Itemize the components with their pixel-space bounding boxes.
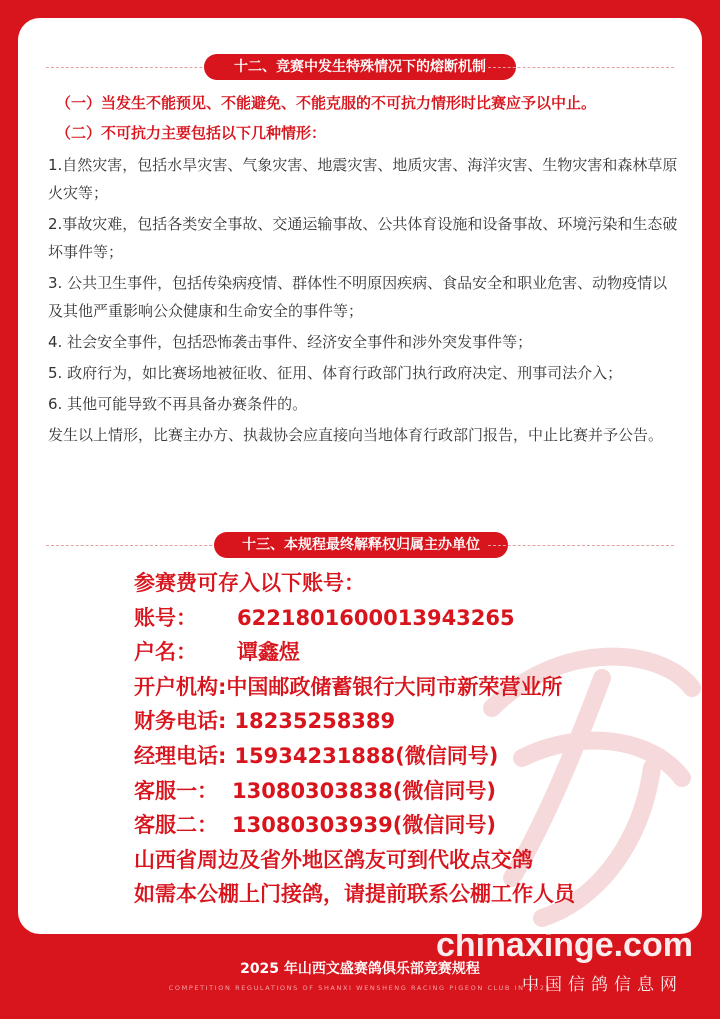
section-13-title: 十三、本规程最终解释权归属主办单位: [214, 532, 508, 558]
service-1-label: 客服一：: [134, 778, 218, 803]
list-item: 6. 其他可能导致不再具备办赛条件的。: [48, 395, 308, 413]
manager-phone-row: [134, 739, 575, 774]
name-row: [134, 635, 575, 670]
list-item: 3. 公共卫生事件，包括传染病疫情、群体性不明原因疾病、食品安全和职业危害、动物疫情以及其他严重影响公众健康和生命安全的事件等；: [48, 274, 668, 320]
service-2-row: [134, 808, 575, 843]
divider-right: [488, 67, 674, 68]
content-card: [18, 18, 702, 934]
account-value: 6221801600013943265: [237, 605, 515, 630]
section-12-header: [18, 54, 702, 82]
divider-right: [488, 545, 674, 546]
account-row: [134, 601, 575, 636]
bank-value: 中国邮政储蓄银行大同市新荣营业所: [226, 674, 563, 699]
door-pickup-note: 如需本公棚上门接鸽，请提前联系公棚工作人员: [134, 882, 575, 907]
list-item: 1.自然灾害，包括水旱灾害、气象灾害、地震灾害、地质灾害、海洋灾害、生物灾害和森林草原火灾等；: [48, 156, 678, 202]
service-2-value: 13080303939(微信同号): [232, 813, 496, 838]
finance-phone-value: 18235258389: [234, 709, 396, 734]
finance-phone-label: 财务电话:: [134, 709, 227, 734]
payment-heading: 参赛费可存入以下账号：: [134, 571, 365, 595]
account-label: 账号：: [134, 605, 197, 630]
bank-label: 开户机构:: [134, 674, 227, 699]
service-1-value: 13080303838(微信同号): [232, 778, 496, 803]
pickup-note: 山西省周边及省外地区鸽友可到代收点交鸽: [134, 847, 533, 872]
footer-subtitle: COMPETITION REGULATIONS OF SHANXI WENSHENG RACING PIGEON CLUB IN 2025: [168, 984, 552, 992]
divider-left: [46, 545, 232, 546]
clause-1: （一）当发生不能预见、不能避免、不能克服的不可抗力情形时比赛应予以中止。: [56, 94, 597, 112]
finance-phone-row: [134, 704, 575, 739]
site-watermark-domain: chinaxinge.com: [436, 926, 693, 964]
site-watermark-name: 中国信鸽信息网: [522, 975, 683, 995]
service-2-label: 客服二：: [134, 813, 218, 838]
force-majeure-list: [48, 151, 680, 452]
list-item: 5. 政府行为，如比赛场地被征收、征用、体育行政部门执行政府决定、刑事司法介入；: [48, 364, 623, 382]
payment-info: [134, 566, 575, 912]
section-13-header: [18, 532, 702, 560]
name-value: 谭鑫煜: [237, 640, 300, 665]
bank-row: [134, 670, 575, 705]
manager-phone-value: 15934231888(微信同号): [234, 743, 499, 768]
service-1-row: [134, 774, 575, 809]
section-12-title: 十二、竞赛中发生特殊情况下的熔断机制: [204, 54, 516, 80]
list-item: 2.事故灾难，包括各类安全事故、交通运输事故、公共体育设施和设备事故、环境污染和生态破坏事件等；: [48, 215, 678, 261]
name-label: 户名：: [134, 640, 197, 665]
manager-phone-label: 经理电话:: [134, 743, 227, 768]
list-item: 4. 社会安全事件，包括恐怖袭击事件、经济安全事件和涉外突发事件等；: [48, 333, 533, 351]
footer-title: 2025 年山西文盛赛鸽俱乐部竞赛规程: [240, 961, 480, 977]
clause-2: （二）不可抗力主要包括以下几种情形：: [56, 124, 327, 142]
report-paragraph: 发生以上情形，比赛主办方、执裁协会应直接向当地体育行政部门报告，中止比赛并予公告。: [48, 426, 664, 444]
